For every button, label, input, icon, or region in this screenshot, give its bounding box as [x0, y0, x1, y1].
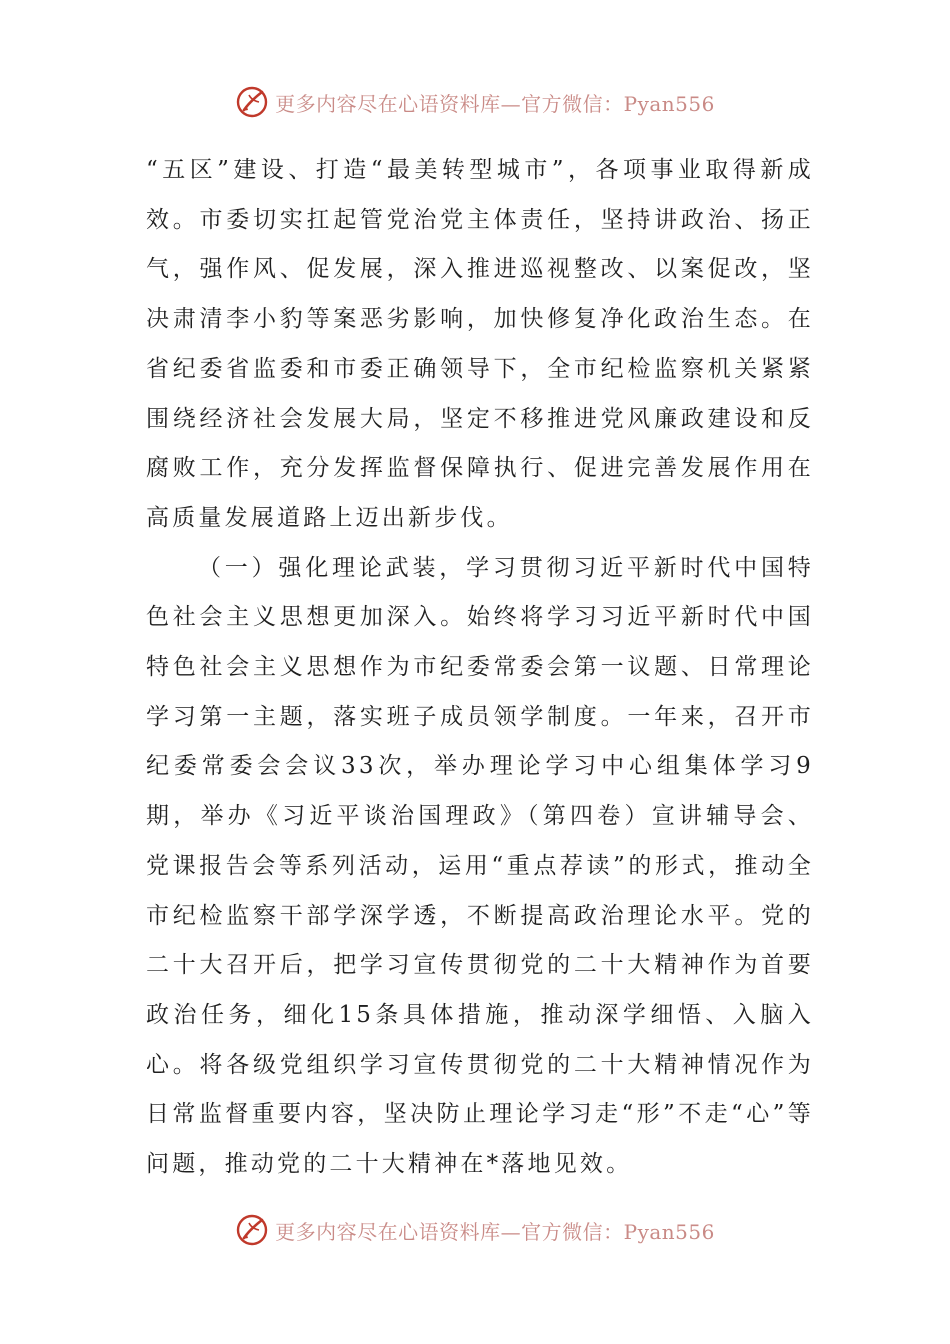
footer-watermark [0, 1210, 950, 1250]
footer-watermark-text: 更多内容尽在心语资料库—官方微信：Pyan556 [275, 1219, 715, 1244]
paragraph-section-one: （一）强化理论武装，学习贯彻习近平新时代中国特色社会主义思想更加深入。始终将学习习近平新时代中国特色社会主义思想作为市纪委常委会第一议题、日常理论学习第一主题，落实班子成员领学制度。一年来，召开市纪委常委会会议33次，举办理论学习中心组集体学习9期，举办《习近平谈治国理政》（第四卷）宣讲辅导会、党课报告会等系列活动，运用“重点荐读”的形式，推动全市纪检监察干部学深学透，不断提高政治理论水平。党的二十大召开后，把学习宣传贯彻党的二十大精神作为首要政治任务，细化15条具体措施，推动深学细悟、入脑入心。将各级党组织学习宣传贯彻党的二十大精神情况作为日常监督重要内容，坚决防止理论学习走“形”不走“心”等问题，推动党的二十大精神在*落地见效。 [146, 554, 814, 1178]
paragraph-intro: “五区”建设、打造“最美转型城市”，各项事业取得新成效。市委切实扛起管党治党主体责任，坚持讲政治、扬正气，强作风、促发展，深入推进巡视整改、以案促改，坚决肃清李小豹等案恶劣影响，加快修复净化政治生态。在省纪委省监委和市委正确领导下，全市纪检监察机关紧紧围绕经济社会发展大局，坚定不移推进党风廉政建设和反腐败工作，充分发挥监督保障执行、促进完善发展作用在高质量发展道路上迈出新步伐。 [146, 157, 814, 531]
pen-brush-logo-icon [235, 1213, 269, 1247]
header-watermark [0, 82, 950, 122]
header-watermark-text: 更多内容尽在心语资料库—官方微信：Pyan556 [275, 91, 715, 116]
document-body [146, 146, 814, 1190]
pen-brush-logo-icon [235, 85, 269, 119]
